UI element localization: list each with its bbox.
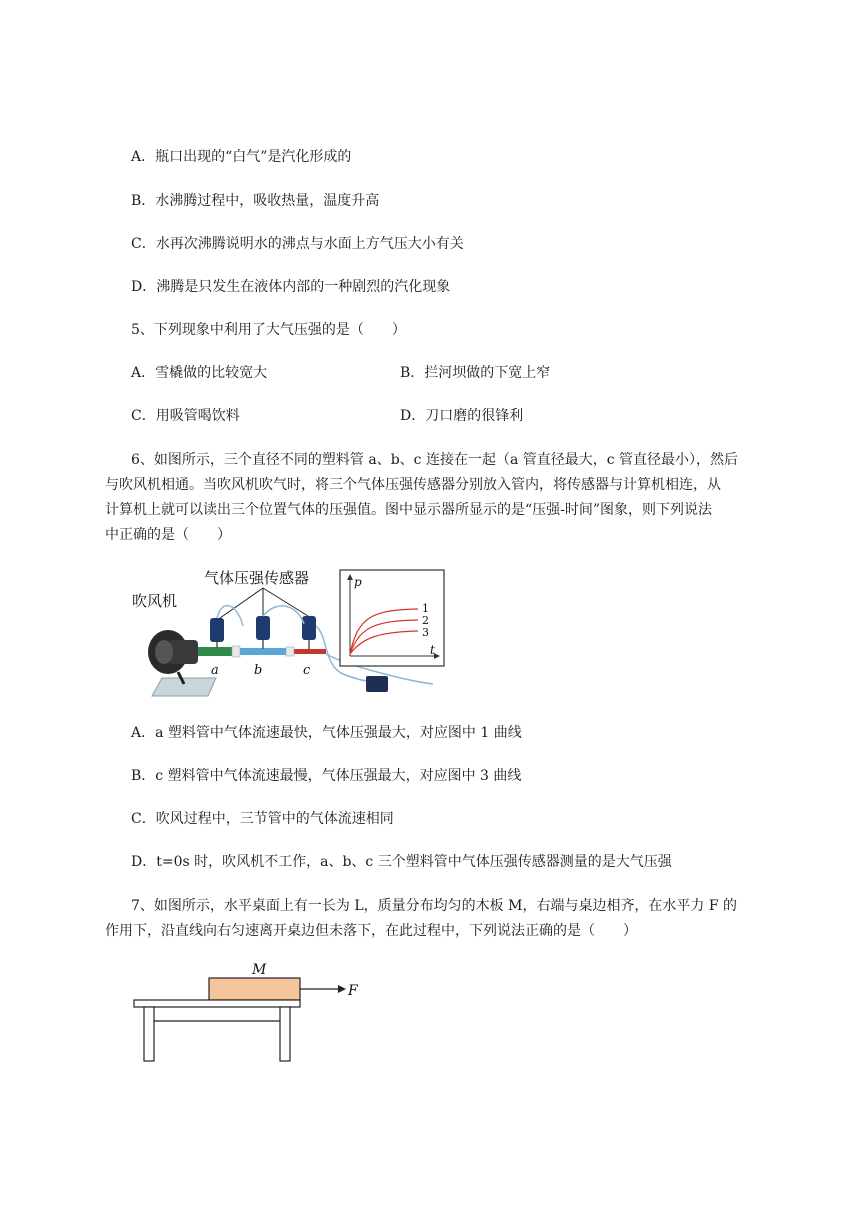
q5-option-c: C．用吸管喝饮料 [131, 408, 240, 424]
q7-figure [128, 958, 368, 1068]
q6-stem-line-2: 与吹风机相通。当吹风机吹气时，将三个气体压强传感器分别放入管内，将传感器与计算机相连，从 [105, 477, 721, 493]
sensor-c [302, 616, 316, 640]
sensor-a [210, 618, 224, 642]
sensor-label: 气体压强传感器 [204, 569, 310, 587]
q6-option-d: D．t=0s 时，吹风机不工作，a、b、c 三个塑料管中气体压强传感器测量的是大气压强 [131, 854, 672, 870]
q7-stem-line-1: 7、如图所示，水平桌面上有一长为 L，质量分布均匀的木板 M，右端与桌边相齐，在水平力 F 的 [131, 898, 738, 914]
q5-option-d: D．刀口磨的很锋利 [400, 408, 524, 424]
force-arrow-head [338, 985, 346, 993]
tube-b [238, 648, 292, 655]
tube-label-c: c [303, 663, 311, 678]
q5-stem: 5、下列现象中利用了大气压强的是（ ） [131, 322, 406, 338]
tube-label-a: a [211, 663, 219, 678]
board-label: M [252, 962, 267, 978]
q6-figure [128, 566, 448, 716]
sensor-b [256, 616, 270, 640]
graph-curve-label-1: 1 [422, 602, 429, 615]
graph-ylabel: p [354, 575, 362, 589]
blower-fan [155, 640, 173, 664]
sensor-pointer-c [263, 588, 308, 616]
tube-joint-1 [232, 646, 240, 657]
q6-option-b: B．c 塑料管中气体流速最慢，气体压强最大，对应图中 3 曲线 [131, 768, 522, 784]
q5-option-a: A．雪橇做的比较宽大 [131, 365, 268, 381]
blower-label: 吹风机 [132, 592, 178, 610]
q6-option-c: C．吹风过程中，三节管中的气体流速相同 [131, 811, 394, 827]
graph-curve-label-3: 3 [422, 626, 429, 639]
q7-figure-svg [128, 958, 368, 1068]
table-leg-right [280, 1007, 290, 1061]
q7-stem-line-2: 作用下，沿直线向右匀速离开桌边但未落下，在此过程中，下列说法正确的是（ ） [105, 923, 637, 939]
q4-option-a: A．瓶口出现的“白气”是汽化形成的 [131, 149, 352, 165]
q4-option-d: D．沸腾是只发生在液体内部的一种剧烈的汽化现象 [131, 279, 451, 295]
q6-stem-line-4: 中正确的是（ ） [105, 527, 231, 543]
data-collector [366, 676, 388, 692]
graph-xlabel: t [430, 643, 435, 657]
wooden-board [209, 978, 300, 1000]
q5-option-b: B．拦河坝做的下宽上窄 [400, 365, 551, 381]
table-top [134, 1000, 300, 1007]
table-leg-left [144, 1007, 154, 1061]
graph-curve-label-2: 2 [422, 614, 429, 627]
tube-joint-2 [286, 647, 294, 656]
q4-option-b: B．水沸腾过程中，吸收热量，温度升高 [131, 193, 380, 209]
q6-stem-line-1: 6、如图所示，三个直径不同的塑料管 a、b、c 连接在一起（a 管直径最大，c 管直径最小），然后 [131, 452, 739, 468]
q6-figure-svg [128, 566, 448, 716]
q4-option-c: C．水再次沸腾说明水的沸点与水面上方气压大小有关 [131, 236, 464, 252]
force-label: F [348, 983, 358, 999]
q6-stem-line-3: 计算机上就可以读出三个位置气体的压强值。图中显示器所显示的是“压强-时间”图象，则下列说法 [105, 502, 713, 518]
q6-option-a: A．a 塑料管中气体流速最快，气体压强最大，对应图中 1 曲线 [131, 725, 522, 741]
sensor-pointer-a [220, 588, 263, 618]
tube-label-b: b [254, 663, 263, 678]
